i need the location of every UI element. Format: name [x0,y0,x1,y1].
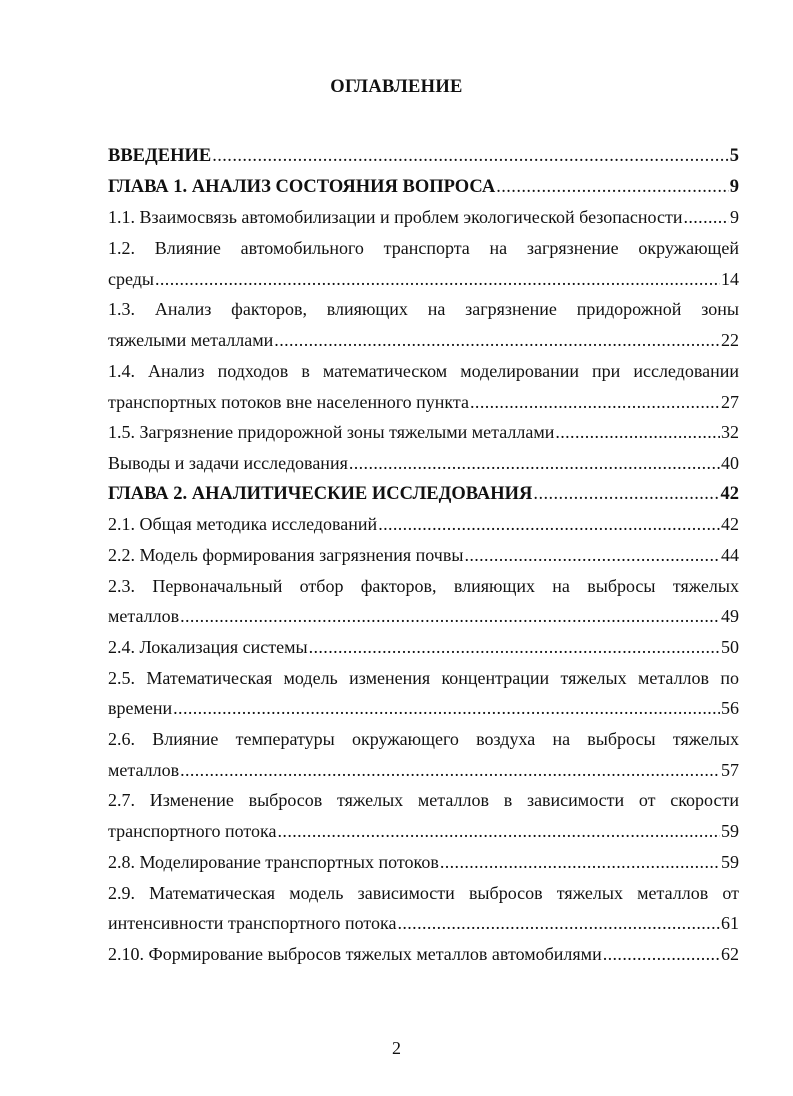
toc-entry-text: интенсивности транспортного потока [108,913,397,934]
dot-leader [180,601,720,632]
toc-entry [108,387,739,418]
toc-entry-line: 1.2. Влияние автомобильного транспорта на загрязнение окружающей [108,238,739,259]
toc-entry [108,325,739,356]
toc-entry [108,755,739,786]
toc-entry-text: металлов [108,759,180,780]
toc-entry-text: 2.8. Моделирование транспортных потоков [108,851,439,872]
toc-entry-line: 2.6. Влияние температуры окружающего воздуха на выбросы тяжелых [108,729,739,750]
toc-entry [108,816,739,847]
toc-entry-text: 2.4. Локализация системы [108,637,308,657]
toc-page-number: 40 [721,452,739,473]
dot-leader [274,325,720,356]
toc-page-number: 61 [721,913,739,934]
toc-entry [108,632,739,663]
toc-chapter [108,141,739,172]
dot-leader [397,908,720,939]
dot-leader [496,172,729,203]
toc-entry-text: 2.1. Общая методика исследований [108,514,378,535]
page-number: 2 [392,1038,401,1058]
toc-page-number: 22 [721,330,739,351]
toc-entry [108,540,739,571]
toc-entry [108,693,739,724]
toc-entry [108,847,739,878]
toc-entry-text: 1.5. Загрязнение придорожной зоны тяжелыми металлами [108,422,555,443]
dot-leader [180,755,720,786]
toc-page-number: 44 [721,544,739,565]
toc-page-number: 59 [721,851,739,872]
toc-entry-text: транспортного потока [108,821,277,842]
toc-entry-text: времени [108,698,173,719]
dot-leader [278,816,720,847]
toc-page-number: 14 [721,268,739,289]
dot-leader [603,939,720,970]
toc-entry-text: ГЛАВА 1. АНАЛИЗ СОСТОЯНИЯ ВОПРОСА [108,176,496,197]
table-of-contents [108,141,739,970]
toc-entry [108,448,739,479]
toc-entry-text: среды [108,268,154,289]
toc-entry-text: 2.10. Формирование выбросов тяжелых металлов автомобилями [108,943,602,964]
toc-entry-line: 1.4. Анализ подходов в математическом моделировании при исследовании [108,360,739,381]
dot-leader [155,264,720,295]
dot-leader [349,448,720,479]
toc-entry [108,939,739,970]
toc-page-number: 42 [720,483,739,504]
toc-chapter [108,479,739,510]
toc-title: ОГЛАВЛЕНИЕ [330,77,463,97]
dot-leader [470,387,720,418]
dot-leader [464,540,720,571]
toc-entry-text: Выводы и задачи исследования [108,452,348,473]
toc-entry-line: 2.9. Математическая модель зависимости выбросов тяжелых металлов от [108,882,739,903]
toc-page-number: 57 [721,759,739,780]
toc-entry-text: 1.1. Взаимосвязь автомобилизации и проблем экологической безопасности [108,207,683,228]
toc-entry [108,509,739,540]
dot-leader [309,632,720,663]
toc-entry-line: 1.3. Анализ факторов, влияющих на загрязнение придорожной зоны [108,299,739,320]
dot-leader [173,693,720,724]
dot-leader [683,202,729,233]
toc-page-number: 9 [730,207,739,228]
toc-entry-line: 2.3. Первоначальный отбор факторов, влияющих на выбросы тяжелых [108,575,739,596]
toc-entry [108,908,739,939]
toc-entry-text: ГЛАВА 2. АНАЛИТИЧЕСКИЕ ИССЛЕДОВАНИЯ [108,483,533,504]
toc-entry-text: ВВЕДЕНИЕ [108,146,212,166]
toc-chapter [108,172,739,203]
toc-page-number: 42 [721,514,739,535]
dot-leader [533,479,719,510]
toc-page-number: 50 [721,637,739,657]
dot-leader [440,847,720,878]
toc-entry-text: тяжелыми металлами [108,330,274,351]
toc-entry-text: металлов [108,606,180,627]
toc-page-number: 27 [721,391,739,412]
toc-entry [108,601,739,632]
toc-page-number: 32 [721,422,739,443]
dot-leader [378,509,720,540]
toc-entry [108,202,739,233]
dot-leader [212,141,729,172]
toc-entry-text: 2.2. Модель формирования загрязнения почвы [108,544,464,565]
toc-entry-text: транспортных потоков вне населенного пункта [108,391,470,412]
toc-page-number: 49 [721,606,739,627]
toc-entry [108,417,739,448]
toc-page-number: 56 [721,698,739,719]
toc-page-number: 9 [729,176,739,197]
toc-page-number: 59 [721,821,739,842]
toc-page-number: 62 [721,943,739,964]
toc-entry [108,264,739,295]
toc-entry-line: 2.7. Изменение выбросов тяжелых металлов в зависимости от скорости [108,790,739,811]
dot-leader [555,417,720,448]
toc-page-number: 5 [729,146,739,166]
toc-entry-line: 2.5. Математическая модель изменения концентрации тяжелых металлов по [108,667,739,688]
